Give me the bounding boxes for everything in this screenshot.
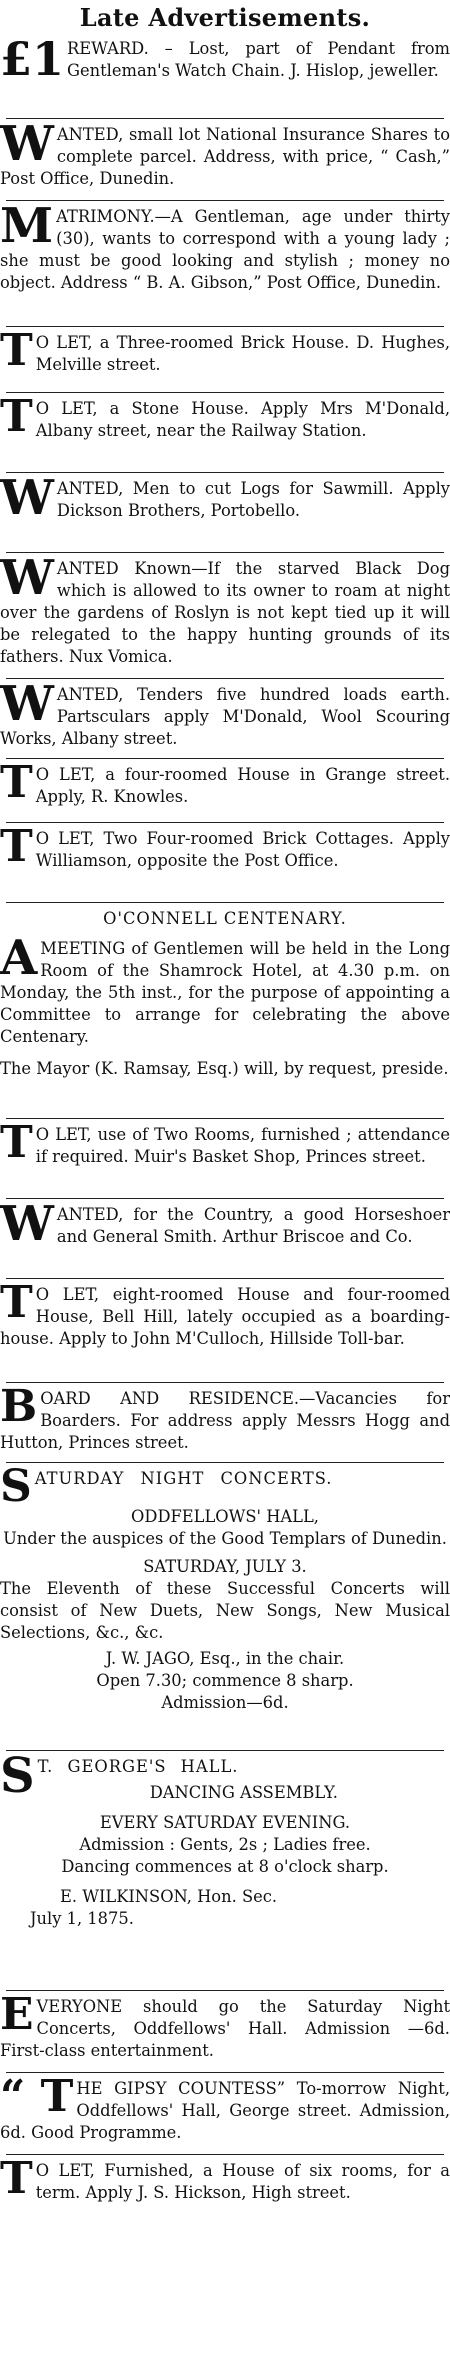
ad-concerts-admission: Admission—6d. (161, 1692, 289, 1712)
divider (6, 822, 444, 823)
ad-reward-text: REWARD. – Lost, part of Pendant from Gentleman's Watch Chain. J. Hislop, jeweller. (67, 39, 450, 80)
ad-black-dog (0, 550, 450, 676)
ad-cottages-text: O LET, Two Four-roomed Brick Cottages. Apply Williamson, opposite the Post Office. (35, 829, 450, 870)
ad-tenders-text: ANTED, Tenders five hundred loads earth. Partsculars apply M'Donald, Wool Scouring Works, Albany street. (0, 685, 450, 748)
ad-st-george-admission: Admission : Gents, 2s ; Ladies free. (79, 1835, 371, 1854)
ad-concerts-date: SATURDAY, JULY 3. (143, 1556, 307, 1576)
ad-grange-cap: T (0, 757, 33, 808)
ad-furnished (0, 2153, 450, 2234)
ad-st-george (0, 1748, 450, 1988)
divider (6, 392, 444, 393)
ad-insurance-text: ANTED, small lot National Insurance Shares to complete parcel. Address, with price, “ Cash,” Post Office, Dunedin. (0, 125, 450, 188)
ad-stone-house-text: O LET, a Stone House. Apply Mrs M'Donald, Albany street, near the Railway Station. (35, 399, 450, 440)
ad-black-dog-cap: W (0, 550, 54, 606)
ad-horseshoer (0, 1196, 450, 1276)
ad-grange (0, 757, 450, 820)
ad-st-george-sec: E. WILKINSON, Hon. Sec. (60, 1887, 278, 1906)
divider (6, 1462, 444, 1463)
ad-stone-house (0, 391, 450, 470)
ad-st-george-every: EVERY SATURDAY EVENING. (99, 1813, 351, 1832)
ad-oconnell-text: MEETING of Gentlemen will be held in the Long Room of the Shamrock Hotel, at 4.30 p.m. on Monday, the 5th inst., for the purpose of appointing a Committee to arrange for celebrating the above Centenary. (0, 939, 450, 1046)
ad-concerts-cap: S (0, 1461, 32, 1512)
divider (6, 758, 444, 759)
ad-st-george-date: July 1, 1875. (30, 1909, 134, 1928)
ad-logs-text: ANTED, Men to cut Logs for Sawmill. Apply Dickson Brothers, Portobello. (56, 479, 450, 520)
ad-reward-cap: £1 (0, 32, 65, 86)
divider (6, 1750, 444, 1751)
divider (6, 472, 444, 473)
divider (6, 1198, 444, 1199)
ad-logs (0, 470, 450, 550)
ad-rooms-cap: T (0, 1117, 33, 1168)
ad-st-george-cap: S (0, 1748, 35, 1804)
ad-board-cap: B (0, 1381, 38, 1432)
ad-concerts-hall: ODDFELLOWS' HALL, (131, 1506, 319, 1526)
divider (6, 1118, 444, 1119)
divider (6, 118, 444, 119)
ad-gipsy (0, 2071, 450, 2152)
ad-everyone-cap: E (0, 1989, 34, 2040)
divider (6, 902, 444, 903)
ad-furnished-cap: T (0, 2153, 33, 2204)
ad-cottages-cap: T (0, 821, 33, 872)
ad-everyone (0, 1989, 450, 2070)
ad-st-george-dancing: Dancing commences at 8 o'clock sharp. (61, 1857, 389, 1876)
ad-st-george-title: T. GEORGE'S HALL. (37, 1757, 239, 1776)
ad-gipsy-cap: “ T (0, 2071, 74, 2122)
ad-brick-house (0, 325, 450, 390)
ad-concerts-auspices: Under the auspices of the Good Templars of Dunedin. (3, 1528, 447, 1548)
ad-everyone-text: VERYONE should go the Saturday Night Concerts, Oddfellows' Hall. Admission —6d. First-class entertainment. (0, 1997, 450, 2060)
ad-rooms-text: O LET, use of Two Rooms, furnished ; attendance if required. Muir's Basket Shop, Princes street. (35, 1125, 450, 1166)
ad-logs-cap: W (0, 470, 54, 526)
ad-gipsy-text: HE GIPSY COUNTESS” To-morrow Night, Oddfellows' Hall, George street. Admission, 6d. Good Programme. (0, 2079, 450, 2142)
ad-horseshoer-cap: W (0, 1196, 54, 1252)
ad-furnished-text: O LET, Furnished, a House of six rooms, for a term. Apply J. S. Hickson, High street. (35, 2161, 450, 2202)
ad-tenders-cap: W (0, 676, 54, 732)
page-title: Late Advertisements. (79, 3, 371, 32)
ad-horseshoer-text: ANTED, for the Country, a good Horseshoer and General Smith. Arthur Briscoe and Co. (56, 1205, 450, 1246)
ad-matrimony-cap: M (0, 198, 54, 254)
ad-rooms (0, 1117, 450, 1196)
ad-insurance (0, 116, 450, 198)
ad-brick-house-cap: T (0, 325, 33, 376)
ad-oconnell-cap: A (0, 930, 38, 986)
ad-concerts-open: Open 7.30; commence 8 sharp. (96, 1670, 354, 1690)
divider (6, 2154, 444, 2155)
divider (6, 1382, 444, 1383)
ad-tenders (0, 676, 450, 756)
ad-concerts (0, 1461, 450, 1748)
divider (6, 678, 444, 679)
ad-matrimony (0, 198, 450, 324)
ad-matrimony-text: ATRIMONY.—A Gentleman, age under thirty (30), wants to correspond with a young lady ; she must be good looking and stylish ; money no object. Address “ B. A. Gibson,” Post Office, Dunedin. (0, 207, 450, 292)
ad-brick-house-text: O LET, a Three-roomed Brick House. D. Hughes, Melville street. (35, 333, 450, 374)
divider (6, 326, 444, 327)
ad-bell-hill-cap: T (0, 1277, 33, 1328)
ad-oconnell (0, 908, 450, 1118)
ad-oconnell-mayor: The Mayor (K. Ramsay, Esq.) will, by request, preside. (0, 1059, 449, 1078)
ad-concerts-body: The Eleventh of these Successful Concerts will consist of New Duets, New Songs, New Musical Selections, &c., &c. (0, 1578, 450, 1642)
divider (6, 1278, 444, 1279)
divider (6, 200, 444, 201)
ad-board-text: OARD AND RESIDENCE.—Vacancies for Boarders. For address apply Messrs Hogg and Hutton, Princes street. (0, 1389, 450, 1452)
divider (6, 1990, 444, 1991)
ad-board (0, 1381, 450, 1460)
ad-stone-house-cap: T (0, 391, 33, 442)
ad-concerts-title: ATURDAY NIGHT CONCERTS. (34, 1469, 333, 1488)
ad-grange-text: O LET, a four-roomed House in Grange street. Apply, R. Knowles. (35, 765, 450, 806)
ad-bell-hill (0, 1277, 450, 1380)
ad-insurance-cap: W (0, 116, 54, 172)
ad-bell-hill-text: O LET, eight-roomed House and four-roomed House, Bell Hill, lately occupied as a boarding-house. Apply to John M'Culloch, Hillside Toll-bar. (0, 1285, 450, 1348)
ad-st-george-sub: DANCING ASSEMBLY. (149, 1783, 338, 1802)
ad-reward (0, 32, 450, 116)
ad-oconnell-title: O'CONNELL CENTENARY. (103, 909, 347, 928)
ad-cottages (0, 821, 450, 900)
divider (6, 552, 444, 553)
ad-concerts-chair: J. W. JAGO, Esq., in the chair. (105, 1648, 345, 1668)
ad-black-dog-text: ANTED Known—If the starved Black Dog which is allowed to its owner to roam at night over the gardens of Roslyn is not kept tied up it will be relegated to the happy hunting grounds of its fathers. Nux Vomica. (0, 559, 450, 666)
